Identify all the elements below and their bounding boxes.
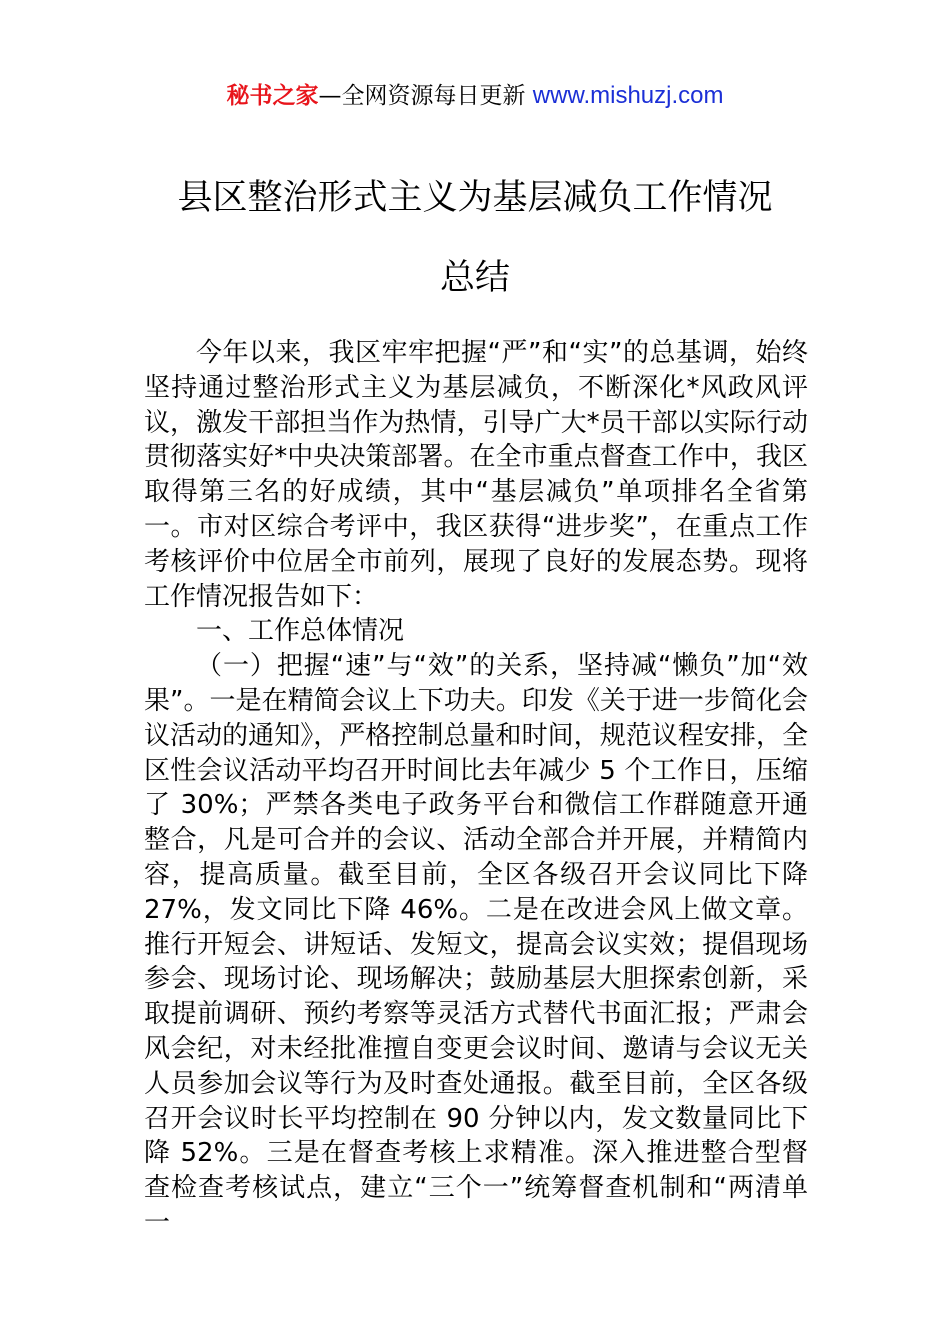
intro-paragraph: 今年以来，我区牢牢把握“严”和“实”的总基调，始终坚持通过整治形式主义为基层减负，不断深化*风政风评议，激发干部担当作为热情，引导广大*员干部以实际行动贯彻落实好*中央决策部署。在全市重点督查工作中，我区取得第三名的好成绩，其中“基层减负”单项排名全省第一。市对区综合考评中，我区获得“进步奖”，在重点工作考核评价中位居全市前列，展现了良好的发展态势。现将工作情况报告如下：	[144, 338, 808, 612]
body-paragraph: （一）把握“速”与“效”的关系，坚持减“懒负”加“效果”。一是在精简会议上下功夫。印发《关于进一步简化会议活动的通知》，严格控制总量和时间，规范议程安排，全区性会议活动平均召开时间比去年减少 5 个工作日，压缩了 30%；严禁各类电子政务平台和微信工作群随意开通整合，凡是可合并的会议、活动全部合并开展，并精简内容，提高质量。截至目前，全区各级召开会议同比下降 27%，发文同比下降 46%。二是在改进会风上做文章。推行开短会、讲短话、发短文，提高会议实效；提倡现场参会、现场讨论、现场解决；鼓励基层大胆探索创新，采取提前调研、预约考察等灵活方式替代书面汇报；严肃会风会纪，对未经批准擅自变更会议时间、邀请与会议无关人员参加会议等行为及时查处通报。截至目前，全区各级召开会议时长平均控制在 90 分钟以内，发文数量同比下降 52%。三是在督查考核上求精准。深入推进整合型督查检查考核试点，建立“三个一”统筹督查机制和“两清单一	[144, 651, 808, 1238]
document-title-line-1: 县区整治形式主义为基层减负工作情况	[177, 178, 773, 218]
document-title-line-2: 总结	[439, 258, 510, 298]
site-brand: 秘书之家	[226, 83, 319, 109]
site-header	[0, 80, 950, 112]
document-title	[0, 175, 950, 301]
site-tagline: —全网资源每日更新	[318, 83, 533, 109]
document-body	[144, 336, 808, 1241]
section-heading: 一、工作总体情况	[196, 616, 405, 647]
site-url-link[interactable]: www.mishuzj.com	[532, 82, 724, 109]
